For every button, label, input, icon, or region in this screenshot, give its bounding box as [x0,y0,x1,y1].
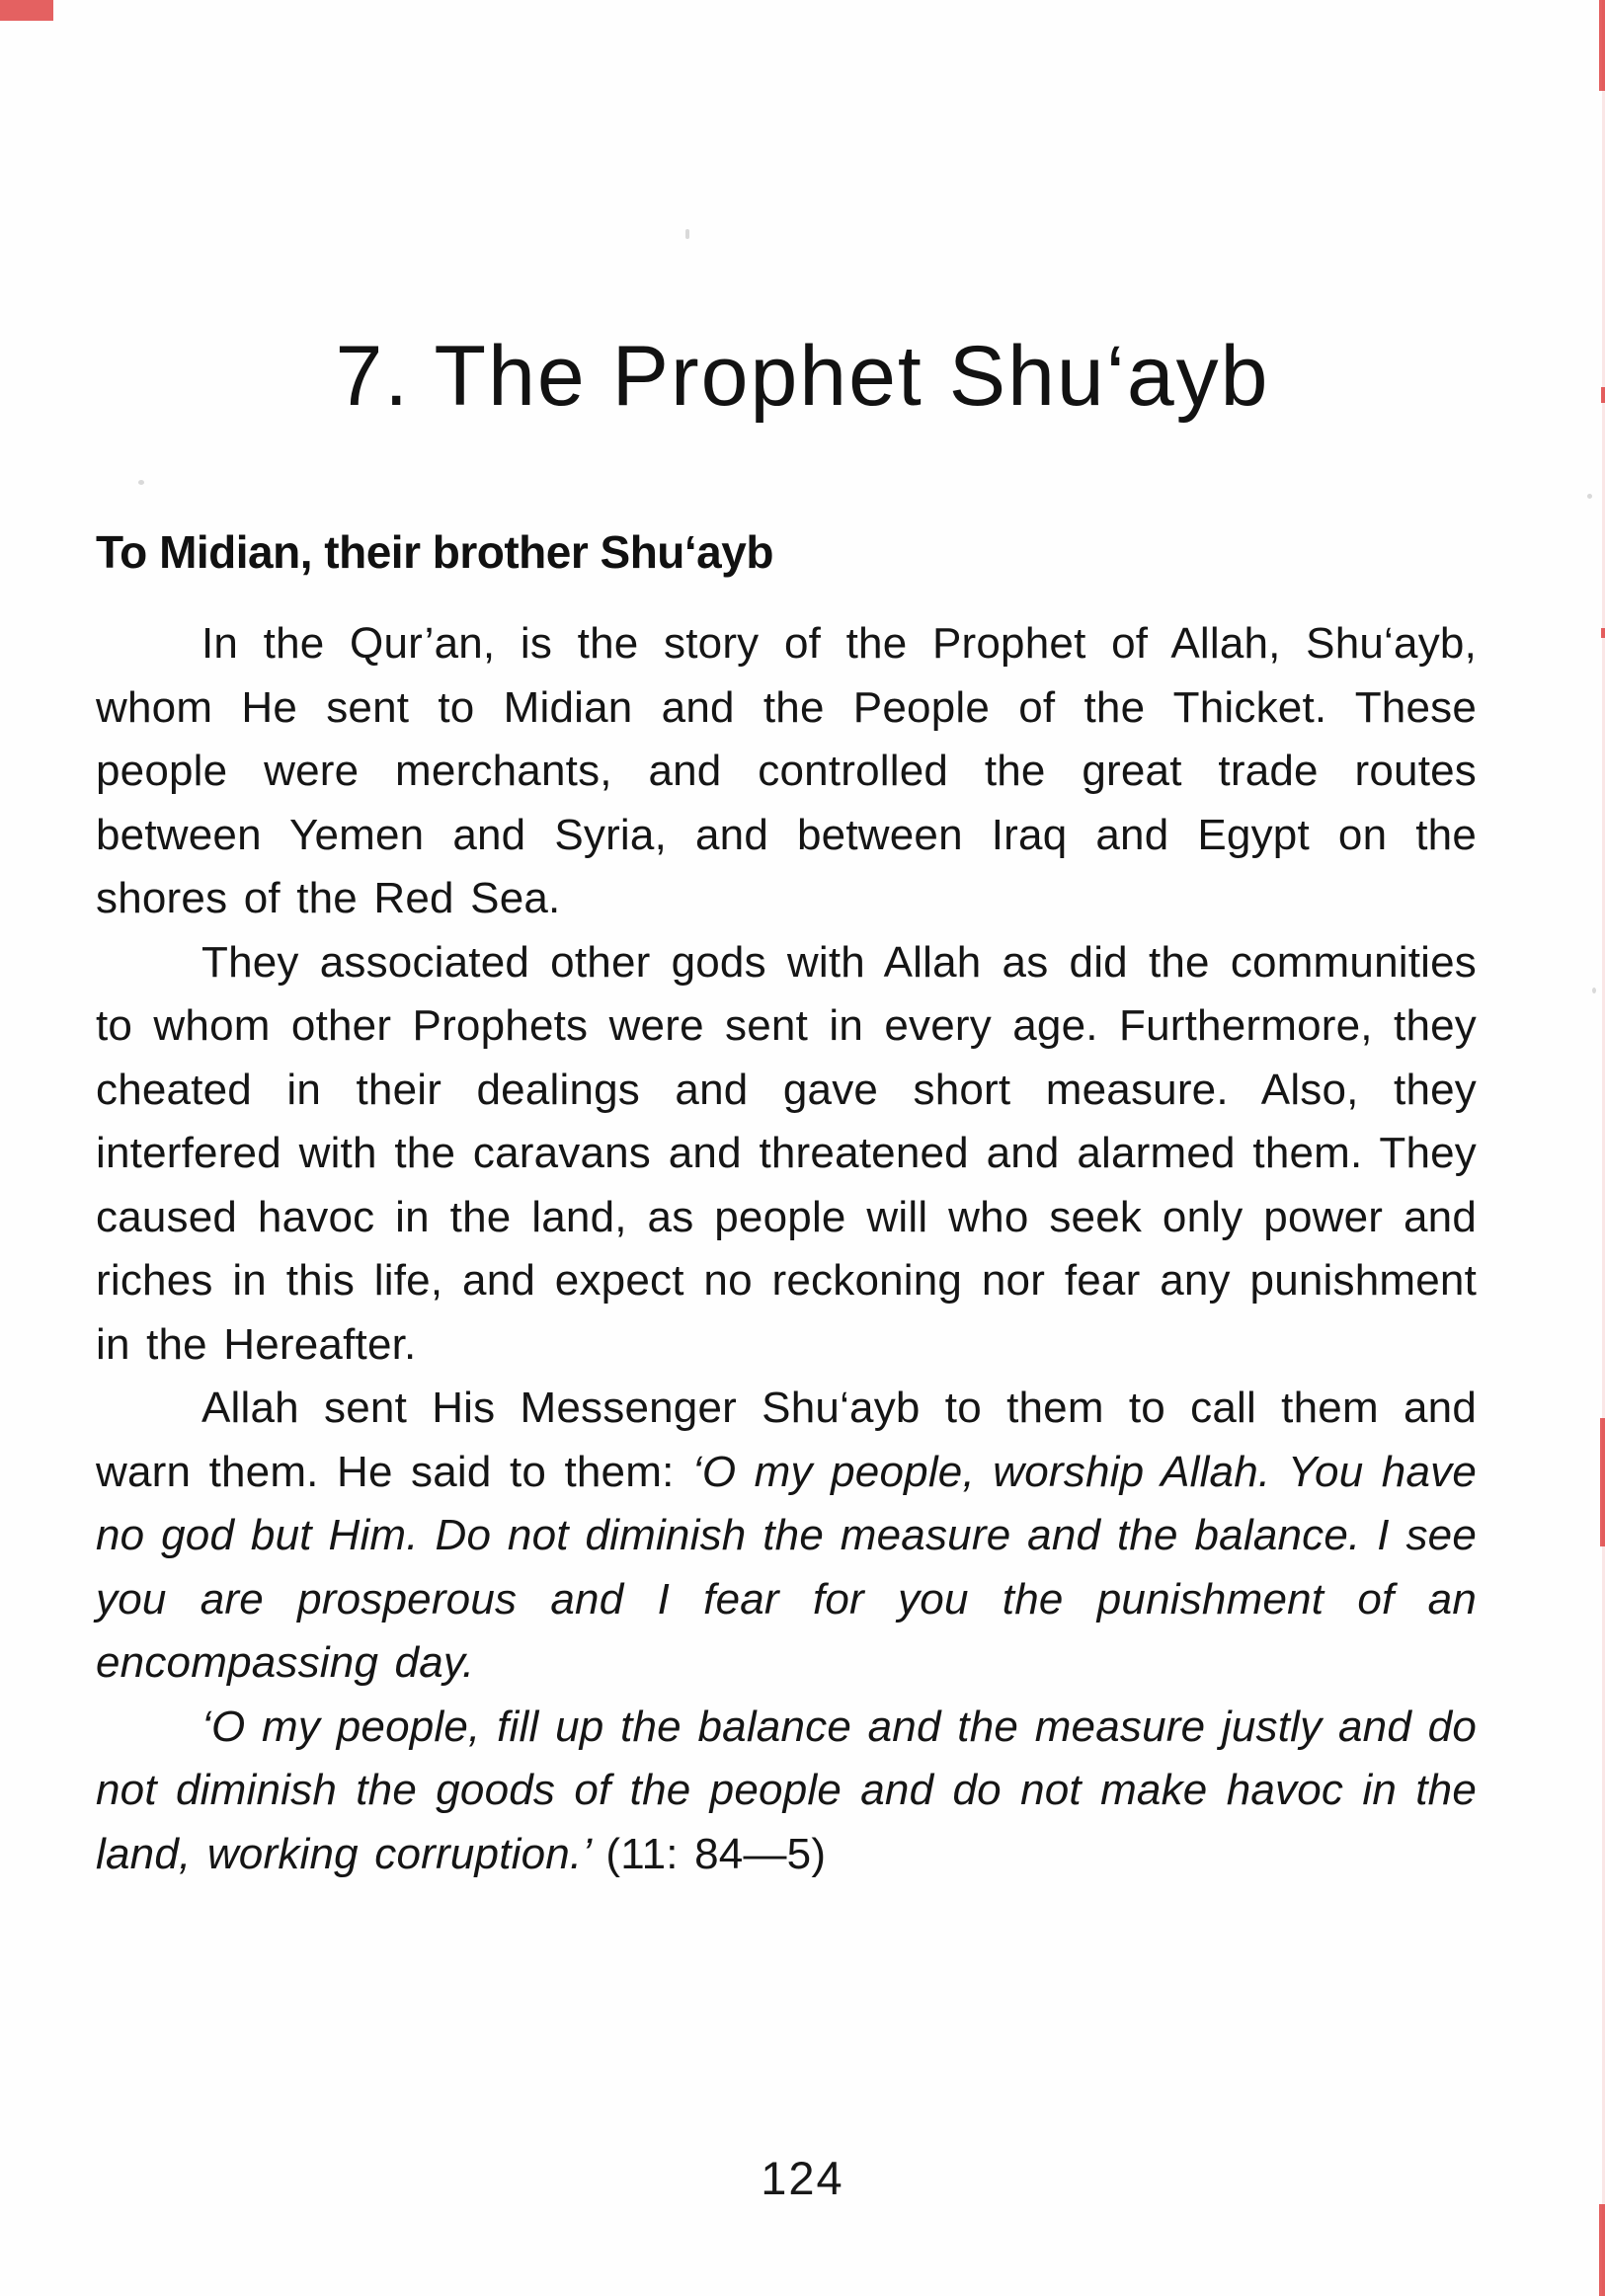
quote-text: ‘O my people, worship Allah. You have no god but Him. Do not diminish the measure and the balance. I see you are prosperous and I fear for you the punishment of an encompassing day. [96,1447,1477,1687]
page-number: 124 [761,2152,844,2204]
body-segment: They associated other gods with Allah as did the communities to whom other Prophets were sent in every age. Furthermore, they cheated in their dealings and gave short measure. Also, they interfered with the caravans and threatened and alarmed them. They caused havoc in the land, as people will who seek only power and riches in this life, and expect no reckoning nor fear any punishment in the Hereafter. [96,937,1477,1369]
scan-speck [1587,494,1592,499]
body-segment: Allah sent His Messenger Shu‘ayb to them to call them and warn them. He said to them: [96,1384,1477,1496]
scan-speck [138,480,144,485]
body-text [96,612,1477,1886]
scan-speck [1592,988,1596,993]
chapter-title: 7. The Prophet Shu‘ayb [335,329,1270,424]
body-segment: (11: 84—5) [605,1829,827,1878]
paragraph [96,1377,1477,1696]
paragraph [96,1696,1477,1887]
scan-speck [685,229,689,239]
body-segment: In the Qur’an, is the story of the Prophet of Allah, Shu‘ayb, whom He sent to Midian and the People of the Thicket. These people were merchants, and controlled the great trade routes between Yemen and Syria, and between Iraq and Egypt on the shores of the Red Sea. [96,619,1477,922]
paragraph [96,931,1477,1378]
paragraph [96,612,1477,931]
section-subheading: To Midian, their brother Shu‘ayb [96,526,773,578]
scan-artifact-top-left [0,0,53,21]
quote-text: ‘O my people, fill up the balance and the measure justly and do not diminish the goods of the people and do not make havoc in the land, working corruption.’ [96,1702,1477,1878]
